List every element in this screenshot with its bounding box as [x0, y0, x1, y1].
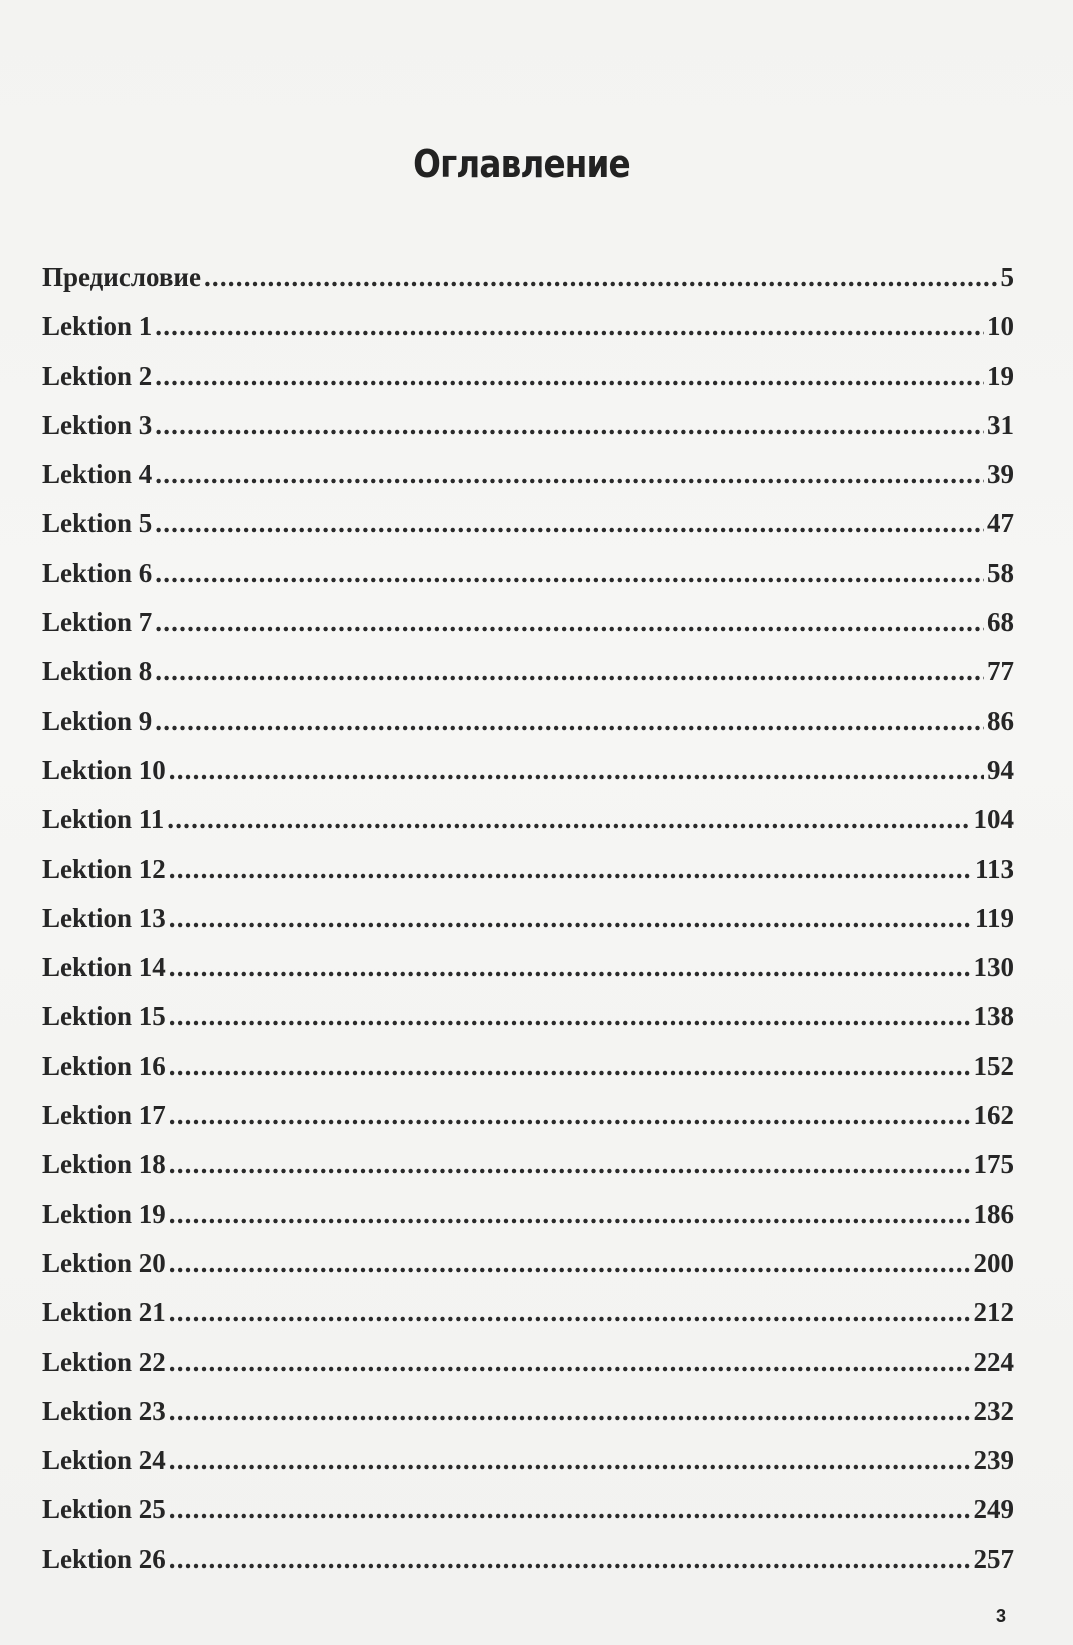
page-title: Оглавление	[413, 142, 630, 186]
toc-entry-page: 10	[987, 311, 1014, 342]
toc-entry	[42, 558, 1014, 607]
toc-entry	[42, 1494, 1014, 1543]
toc-entry-page: 39	[987, 459, 1014, 490]
toc-list	[42, 262, 1014, 1593]
dot-leader	[169, 755, 984, 786]
toc-entry-label: Lektion 13	[42, 902, 166, 933]
dot-leader	[155, 607, 984, 638]
dot-leader	[169, 1445, 971, 1476]
toc-entry-label: Lektion 5	[42, 508, 153, 539]
toc-entry	[42, 854, 1014, 903]
toc-entry-label: Lektion 7	[42, 607, 153, 638]
dot-leader	[169, 1149, 971, 1180]
dot-leader	[169, 952, 971, 983]
dot-leader	[155, 410, 984, 441]
dot-leader	[169, 1248, 971, 1279]
toc-entry-label: Lektion 17	[42, 1100, 166, 1131]
dot-leader	[169, 1494, 971, 1525]
toc-entry-page: 47	[987, 508, 1014, 539]
toc-entry-page: 5	[1000, 262, 1014, 292]
toc-entry-label: Lektion 6	[42, 557, 153, 588]
toc-entry-page: 162	[973, 1100, 1014, 1131]
toc-entry-page: 186	[973, 1198, 1014, 1229]
toc-entry-label: Lektion 20	[42, 1247, 166, 1278]
toc-entry-page: 212	[973, 1297, 1014, 1328]
toc-entry-label: Lektion 4	[42, 459, 153, 490]
dot-leader	[167, 804, 970, 835]
toc-entry-label: Lektion 3	[42, 409, 153, 440]
dot-leader	[169, 1297, 971, 1328]
toc-entry-page: 232	[973, 1395, 1014, 1426]
dot-leader	[169, 1347, 971, 1378]
toc-entry-label: Lektion 19	[42, 1198, 166, 1229]
toc-entry-page: 224	[973, 1346, 1014, 1377]
toc-entry	[42, 755, 1014, 804]
toc-entry-label: Lektion 18	[42, 1149, 166, 1180]
toc-entry-label: Lektion 21	[42, 1297, 166, 1328]
toc-entry-label: Lektion 24	[42, 1445, 166, 1476]
toc-entry	[42, 1199, 1014, 1248]
toc-entry	[42, 1544, 1014, 1593]
dot-leader	[155, 508, 984, 539]
toc-entry-page: 175	[973, 1149, 1014, 1180]
toc-entry-label: Lektion 12	[42, 853, 166, 884]
dot-leader	[155, 311, 984, 342]
toc-entry	[42, 952, 1014, 1001]
toc-entry-label: Lektion 2	[42, 360, 153, 391]
toc-entry	[42, 1297, 1014, 1346]
dot-leader	[169, 903, 972, 934]
toc-entry	[42, 311, 1014, 360]
toc-entry-label: Lektion 1	[42, 311, 153, 342]
toc-entry	[42, 903, 1014, 952]
dot-leader	[169, 854, 972, 885]
toc-entry-label: Предисловие	[42, 262, 201, 292]
toc-entry	[42, 459, 1014, 508]
toc-entry	[42, 1248, 1014, 1297]
toc-entry-page: 77	[987, 656, 1014, 687]
dot-leader	[155, 361, 984, 392]
toc-entry-page: 239	[973, 1445, 1014, 1476]
dot-leader	[169, 1001, 971, 1032]
toc-entry-label: Lektion 9	[42, 705, 153, 736]
toc-entry-label: Lektion 15	[42, 1001, 166, 1032]
dot-leader	[169, 1199, 971, 1230]
toc-entry	[42, 804, 1014, 853]
toc-entry	[42, 607, 1014, 656]
toc-entry	[42, 1445, 1014, 1494]
toc-entry-label: Lektion 23	[42, 1395, 166, 1426]
dot-leader	[169, 1051, 971, 1082]
toc-entry-page: 94	[987, 754, 1014, 785]
toc-entry-page: 113	[974, 853, 1014, 884]
toc-entry-page: 68	[987, 607, 1014, 638]
toc-entry-page: 152	[973, 1050, 1014, 1081]
dot-leader	[155, 706, 984, 737]
toc-entry	[42, 1001, 1014, 1050]
toc-entry-page: 249	[973, 1494, 1014, 1525]
toc-entry-label: Lektion 14	[42, 952, 166, 983]
toc-entry-label: Lektion 22	[42, 1346, 166, 1377]
toc-entry-page: 257	[973, 1543, 1014, 1574]
toc-entry	[42, 1149, 1014, 1198]
toc-entry	[42, 1347, 1014, 1396]
dot-leader	[169, 1396, 971, 1427]
toc-entry-page: 31	[987, 409, 1014, 440]
toc-entry	[42, 361, 1014, 410]
toc-entry-label: Lektion 8	[42, 656, 153, 687]
toc-entry	[42, 1051, 1014, 1100]
toc-entry-label: Lektion 16	[42, 1050, 166, 1081]
toc-entry-label: Lektion 26	[42, 1543, 166, 1574]
toc-entry	[42, 1396, 1014, 1445]
toc-entry-page: 119	[974, 902, 1014, 933]
toc-entry	[42, 1100, 1014, 1149]
dot-leader	[155, 459, 984, 490]
dot-leader	[169, 1100, 971, 1131]
dot-leader	[155, 558, 984, 589]
toc-entry-page: 86	[987, 705, 1014, 736]
page-number: 3	[996, 1606, 1007, 1626]
toc-entry-page: 58	[987, 557, 1014, 588]
toc-entry-page: 200	[973, 1247, 1014, 1278]
toc-entry-page: 104	[973, 804, 1014, 835]
dot-leader	[169, 1544, 971, 1575]
toc-entry	[42, 656, 1014, 705]
dot-leader	[155, 656, 984, 687]
toc-entry	[42, 410, 1014, 459]
toc-entry-label: Lektion 10	[42, 754, 166, 785]
dot-leader	[204, 262, 998, 293]
toc-entry	[42, 706, 1014, 755]
toc-entry-label: Lektion 11	[42, 804, 165, 835]
toc-entry-label: Lektion 25	[42, 1494, 166, 1525]
toc-entry	[42, 508, 1014, 557]
toc-entry-page: 130	[973, 952, 1014, 983]
toc-entry	[42, 262, 1014, 311]
toc-entry-page: 138	[973, 1001, 1014, 1032]
toc-entry-page: 19	[987, 360, 1014, 391]
